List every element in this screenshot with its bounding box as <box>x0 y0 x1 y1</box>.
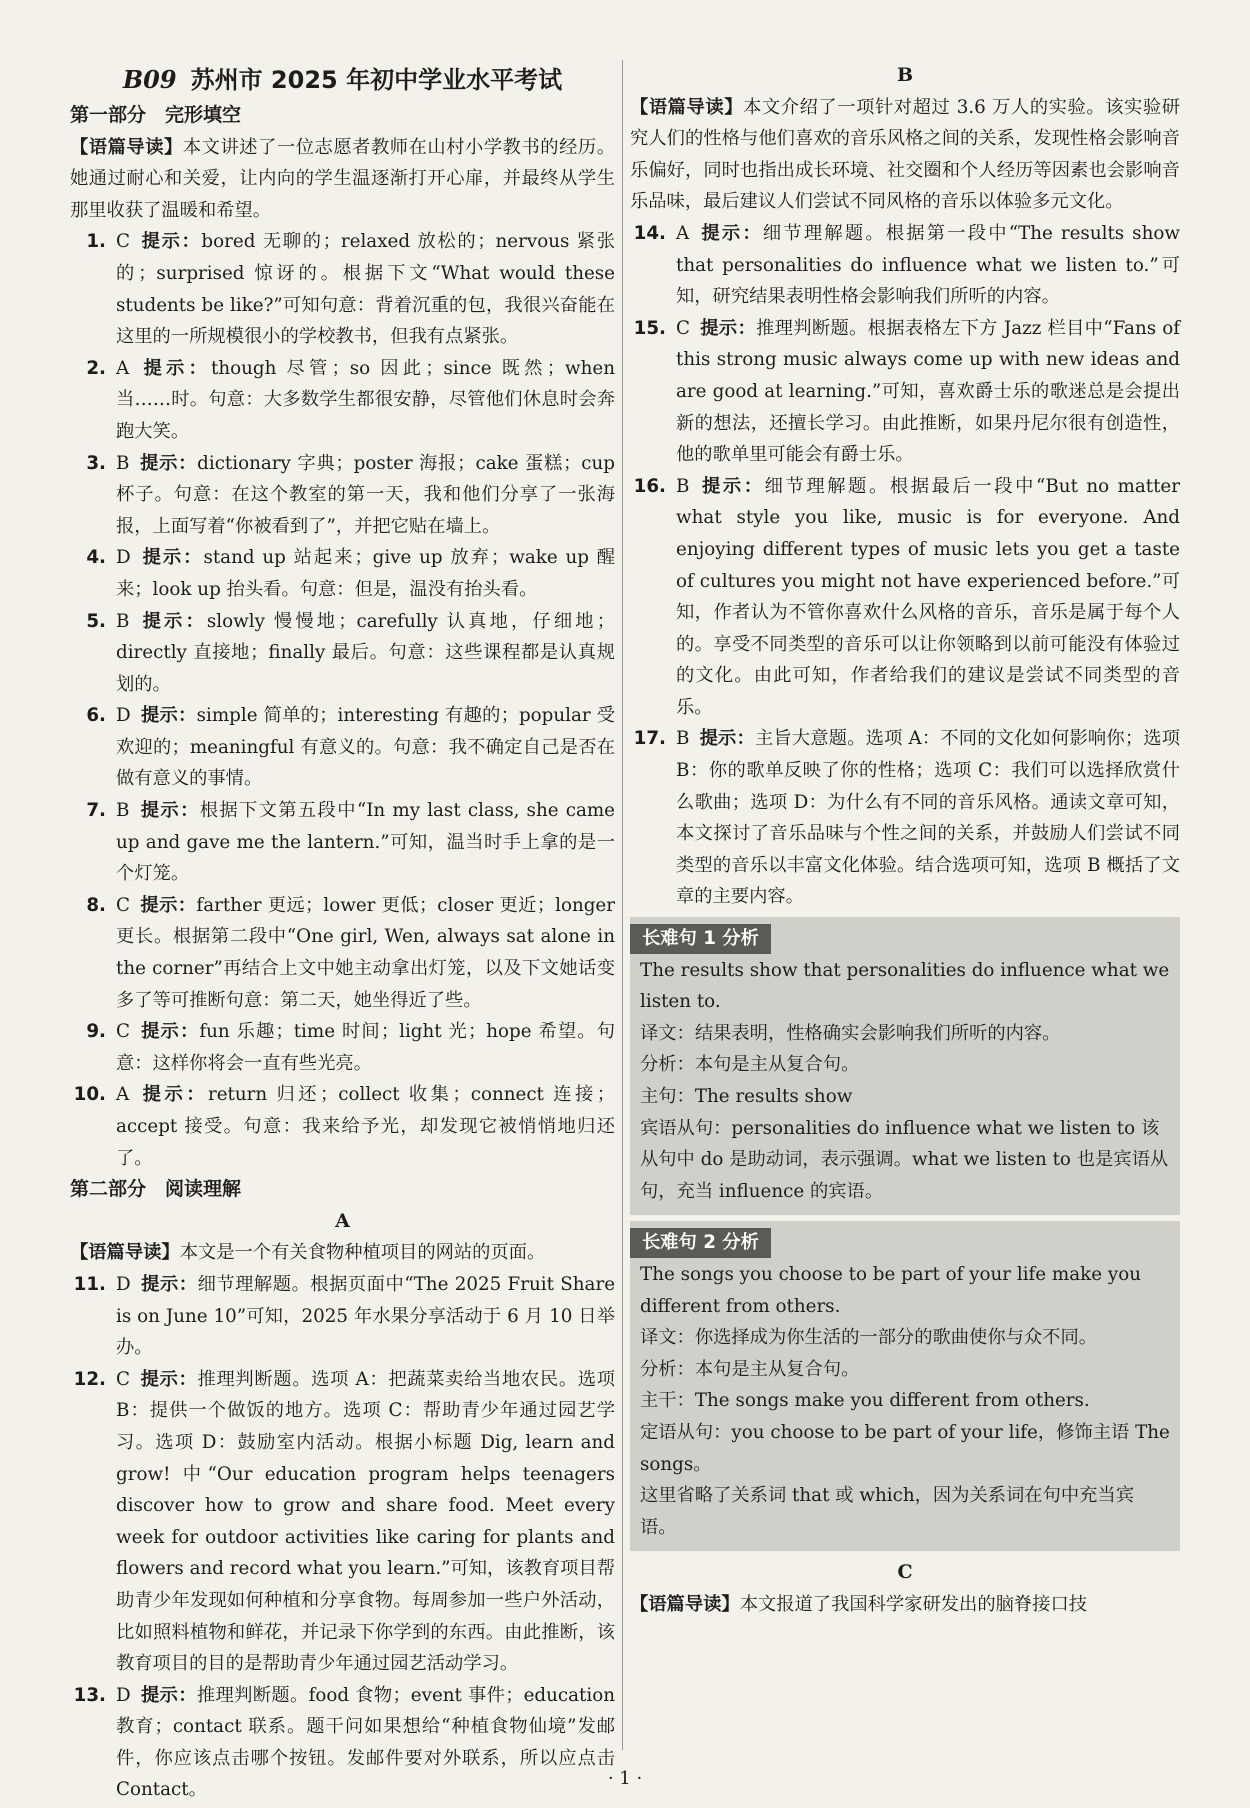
item-number: 6. <box>86 705 106 727</box>
item-number: 12. <box>73 1368 106 1390</box>
item-text: bored 无聊的；relaxed 放松的；nervous 紧张的；surprised 惊讶的。根据下文“What would these students be like?”可知句意：背着沉重的包，我很兴奋能在这里的一所规模很小的学校教书，但我有点紧张。 <box>116 231 616 348</box>
item-number: 10. <box>73 1084 106 1106</box>
item-answer: B <box>116 610 130 632</box>
box-line: The results show that personalities do influence what we listen to. <box>640 959 1170 1013</box>
item-tip: 提示： <box>140 1368 198 1390</box>
item-tip: 提示： <box>140 894 197 916</box>
item-number: 7. <box>86 800 106 822</box>
answer-item <box>630 723 1180 913</box>
item-number: 15. <box>633 317 666 339</box>
item-tip: 提示： <box>139 357 212 379</box>
answer-item <box>70 1269 615 1364</box>
answer-item <box>630 471 1180 724</box>
sentence-analysis-box-2 <box>630 1221 1180 1551</box>
item-number: 16. <box>633 475 666 497</box>
box-line: 译文：你选择成为你生活的一部分的歌曲使你与众不同。 <box>640 1327 1098 1349</box>
item-number: 11. <box>73 1273 106 1295</box>
section-b-label: B <box>896 64 914 86</box>
item-answer: C <box>116 894 130 916</box>
item-number: 1. <box>86 231 106 253</box>
item-number: 17. <box>633 728 666 750</box>
answer-item <box>70 890 615 1016</box>
answer-item <box>70 795 615 890</box>
item-number: 5. <box>86 610 106 632</box>
paper-code: B09 <box>122 65 177 94</box>
answer-item <box>70 1079 615 1174</box>
item-text: simple 简单的；interesting 有趣的；popular 受欢迎的；meaningful 有意义的。句意：我不确定自己是否在做有意义的事情。 <box>116 705 616 790</box>
item-tip: 提示： <box>139 452 198 474</box>
section-b-guide <box>630 92 1180 218</box>
page-number: · 1 · <box>607 1768 643 1789</box>
guide-text: 本文报道了我国科学家研发出的脑脊接口技 <box>739 1593 1088 1615</box>
item-tip: 提示： <box>699 728 755 750</box>
item-tip: 提示： <box>140 1684 197 1706</box>
item-text: 推理判断题。选项 A：把蔬菜卖给当地农民。选项 B：提供一个做饭的地方。选项 C：帮助青少年通过园艺学习。选项 D：鼓励室内活动。根据小标题 Dig, learn and grow! 中“Our education program helps teenagers discover how to grow and share food. Meet every week for outdoor activities like caring for plants and flowers and record what you learn.”可知，该教育项目帮助青少年发现如何种植和分享食物。每周参加一些户外活动，比如照料植物和鲜花，并记录下你学到的东西。由此推断，该教育项目的目的是帮助青少年通过园艺活动学习。 <box>116 1368 616 1675</box>
answer-item <box>70 353 615 448</box>
guide-tag: 【语篇导读】 <box>630 1593 740 1615</box>
part1-guide <box>70 132 615 227</box>
answer-item <box>70 448 615 543</box>
item-text: 推理判断题。根据表格左下方 Jazz 栏目中“Fans of this strong music always come up with new ideas and are good at learning.”可知，喜欢爵士乐的歌迷总是会提出新的想法，还擅长学习。由此推断，如果丹尼尔很有创造性，他的歌单里可能会有爵士乐。 <box>676 317 1181 466</box>
box-line: The songs you choose to be part of your life make you different from others. <box>640 1263 1141 1317</box>
box-line: 定语从句：you choose to be part of your life，修饰主语 The songs。 <box>640 1421 1170 1475</box>
box-line: 分析：本句是主从复合句。 <box>640 1358 860 1380</box>
guide-text: 本文介绍了一项针对超过 3.6 万人的实验。该实验研究人们的性格与他们喜欢的音乐风格之间的关系，发现性格会影响音乐偏好，同时也指出成长环境、社交圈和个人经历等因素也会影响音乐品味，最后建议人们尝试不同风格的音乐以体验多元文化。 <box>630 96 1181 213</box>
item-tip: 提示： <box>140 547 204 569</box>
answer-item <box>630 313 1180 471</box>
item-tip: 提示： <box>140 231 202 253</box>
part2-heading: 第二部分 阅读理解 <box>70 1178 242 1201</box>
column-divider <box>622 60 623 1750</box>
item-answer: A <box>116 357 130 379</box>
guide-text: 本文是一个有关食物种植项目的网站的页面。 <box>179 1242 546 1264</box>
answer-item <box>630 218 1180 313</box>
item-answer: B <box>676 475 690 497</box>
item-text: stand up 站起来；give up 放弃；wake up 醒来；look up 抬头看。句意：但是，温没有抬头看。 <box>116 547 615 600</box>
sentence-analysis-box-1 <box>630 917 1180 1215</box>
item-tip: 提示： <box>700 317 757 339</box>
item-answer: C <box>116 231 130 253</box>
part1-heading: 第一部分 完形填空 <box>70 104 242 126</box>
item-answer: A <box>676 222 690 244</box>
guide-tag: 【语篇导读】 <box>70 136 183 158</box>
item-tip: 提示： <box>699 475 765 497</box>
item-text: fun 乐趣；time 时间；light 光；hope 希望。句意：这样你将会一直有些光亮。 <box>116 1021 615 1074</box>
answer-item <box>70 542 615 605</box>
item-text: slowly 慢慢地；carefully 认真地，仔细地；directly 直接地；finally 最后。句意：这些课程都是认真规划的。 <box>116 610 616 695</box>
item-text: 推理判断题。food 食物；event 事件；education 教育；contact 联系。题干问如果想给“种植食物仙境”发邮件，你应该点击哪个按钮。发邮件要对外联系，所以应点击 Contact。 <box>116 1684 615 1801</box>
item-text: farther 更远；lower 更低；closer 更近；longer 更长。根据第二段中“One girl, Wen, always sat alone in the corner”再结合上文中她主动拿出灯笼，以及下文她话变多了等可推断句意：第二天，她坐得近了些。 <box>116 894 615 1011</box>
item-tip: 提示： <box>139 1084 208 1106</box>
item-answer: D <box>116 547 131 569</box>
guide-tag: 【语篇导读】 <box>630 96 744 118</box>
section-c-guide <box>630 1589 1180 1621</box>
item-answer: D <box>116 705 131 727</box>
item-text: return 归还；collect 收集；connect 连接；accept 接受。句意：我来给予光，却发现它被悄悄地归还了。 <box>116 1084 616 1169</box>
item-answer: C <box>116 1368 130 1390</box>
box-tag: 长难句 2 分析 <box>630 1228 771 1258</box>
item-answer: A <box>116 1084 130 1106</box>
item-number: 3. <box>86 452 106 474</box>
guide-text: 本文讲述了一位志愿者教师在山村小学教书的经历。她通过耐心和关爱，让内向的学生温逐渐打开心扉，并最终从学生那里收获了温暖和希望。 <box>70 136 616 221</box>
item-text: 细节理解题。根据页面中“The 2025 Fruit Share is on June 10”可知，2025 年水果分享活动于 6 月 10 日举办。 <box>116 1273 616 1359</box>
item-answer: D <box>116 1684 131 1706</box>
item-number: 9. <box>86 1021 106 1043</box>
answer-item <box>70 1016 615 1079</box>
answer-item <box>70 226 615 352</box>
right-column <box>630 60 1180 1621</box>
item-number: 13. <box>73 1684 106 1706</box>
box-line: 译文：结果表明，性格确实会影响我们所听的内容。 <box>640 1022 1061 1044</box>
answer-item <box>70 1364 615 1680</box>
item-answer: B <box>116 800 130 822</box>
section-c-label: C <box>897 1561 913 1584</box>
section-a-label: A <box>335 1209 350 1232</box>
box-line: 主句：The results show <box>640 1086 853 1107</box>
item-answer: B <box>676 728 690 750</box>
guide-tag: 【语篇导读】 <box>70 1242 180 1264</box>
item-answer: D <box>116 1273 131 1295</box>
answer-item <box>70 700 615 795</box>
item-number: 14. <box>633 222 666 244</box>
item-number: 8. <box>86 894 106 916</box>
item-tip: 提示： <box>139 800 200 822</box>
item-number: 2. <box>86 357 106 379</box>
box-line: 分析：本句是主从复合句。 <box>640 1054 860 1076</box>
item-number: 4. <box>86 547 106 569</box>
box-line: 主干：The songs make you different from others. <box>640 1390 1090 1412</box>
item-tip: 提示： <box>140 705 197 727</box>
item-answer: C <box>116 1021 130 1043</box>
item-text: 主旨大意题。选项 A：不同的文化如何影响你；选项 B：你的歌单反映了你的性格；选项 C：我们可以选择欣赏什么歌曲；选项 D：为什么有不同的音乐风格。通读文章可知，本文探讨了音乐品味与个性之间的关系，并鼓励人们尝试不同类型的音乐以丰富文化体验。结合选项可知，选项 B 概括了文章的主要内容。 <box>676 728 1180 908</box>
item-text: 根据下文第五段中“In my last class, she came up and gave me the lantern.”可知，温当时手上拿的是一个灯笼。 <box>116 800 615 885</box>
item-tip: 提示： <box>140 1273 198 1295</box>
answer-item <box>70 606 615 701</box>
box-line: 这里省略了关系词 that 或 which，因为关系词在句中充当宾语。 <box>640 1485 1134 1538</box>
item-tip: 提示： <box>699 222 763 244</box>
item-tip: 提示： <box>140 1021 200 1043</box>
page-title <box>70 60 615 100</box>
item-answer: C <box>676 317 690 339</box>
box-tag: 长难句 1 分析 <box>630 924 771 954</box>
left-column <box>70 60 615 1806</box>
item-text: though 尽管；so 因此；since 既然；when 当……时。句意：大多数学生都很安静，尽管他们休息时会奔跑大笑。 <box>116 357 615 442</box>
item-text: 细节理解题。根据第一段中“The results show that personalities do influence what we listen to.”可知，研究结果表明性格会影响我们所听的内容。 <box>676 222 1180 308</box>
box-line: 宾语从句：personalities do influence what we listen to 该从句中 do 是助动词，表示强调。what we listen to 也是宾语从句，充当 influence 的宾语。 <box>640 1117 1169 1202</box>
item-text: 细节理解题。根据最后一段中“But no matter what style you like, music is for everyone. And enjoying different types of music lets you get a taste of cultures you might not have experienced before.”可知，作者认为不管你喜欢什么风格的音乐，音乐是属于每个人的。享受不同类型的音乐可以让你领略到以前可能没有体验过的文化。由此可知，作者给我们的建议是尝试不同类型的音乐。 <box>676 475 1180 718</box>
item-text: dictionary 字典；poster 海报；cake 蛋糕；cup 杯子。句意：在这个教室的第一天，我和他们分享了一张海报，上面写着“你被看到了”，并把它贴在墙上。 <box>116 452 616 537</box>
section-a-guide <box>70 1237 615 1269</box>
item-tip: 提示： <box>139 610 207 632</box>
item-answer: B <box>116 452 130 474</box>
paper-title: 苏州市 2025 年初中学业水平考试 <box>190 66 563 94</box>
